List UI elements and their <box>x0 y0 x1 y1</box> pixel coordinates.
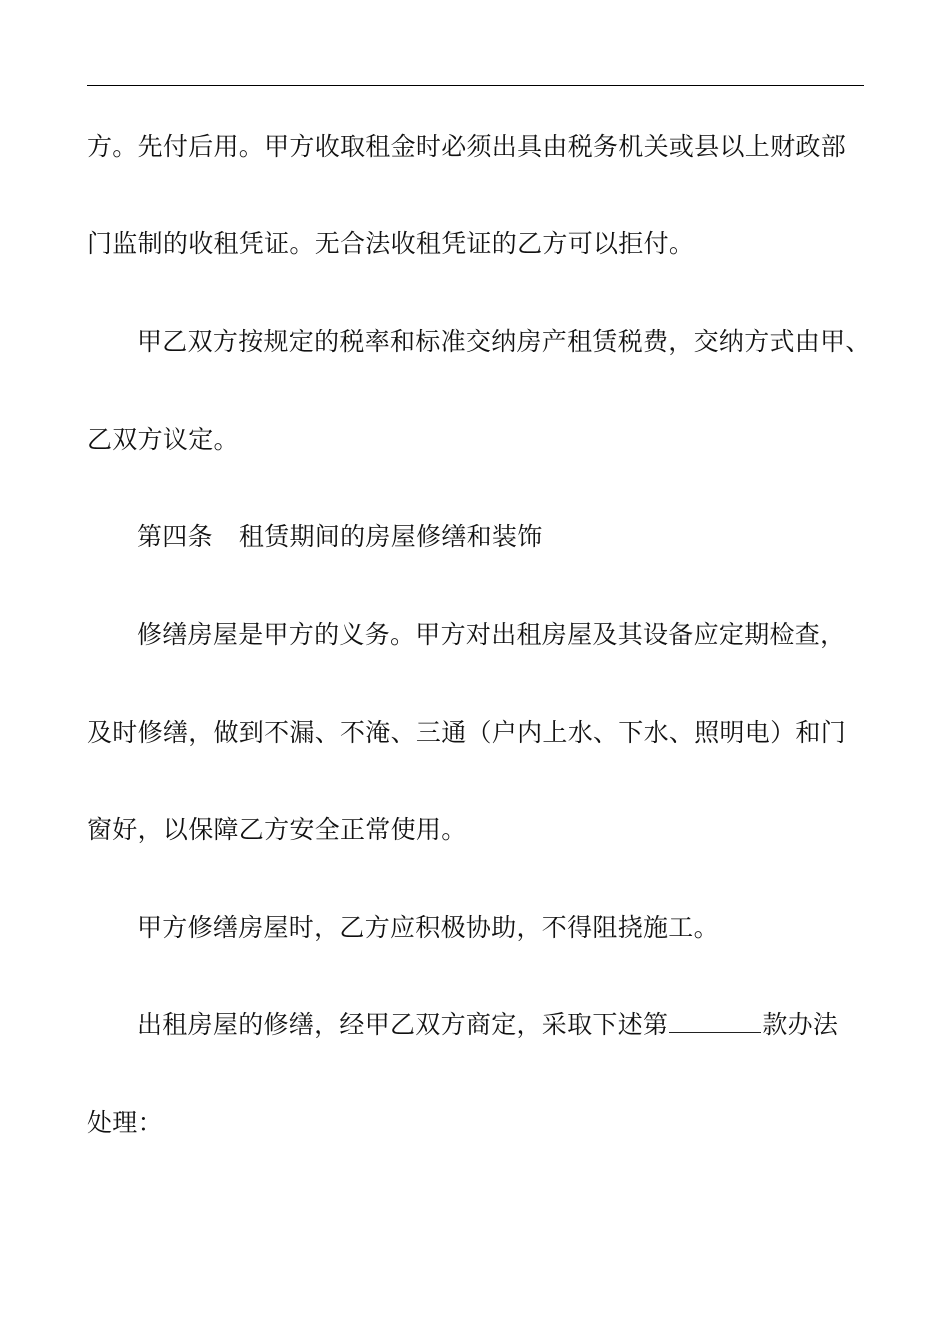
paragraph-line: 甲乙双方按规定的税率和标准交纳房产租赁税费，交纳方式由甲、 <box>137 327 871 356</box>
paragraph-line: 窗好，以保障乙方安全正常使用。 <box>87 815 467 844</box>
paragraph-line: 方。先付后用。甲方收取租金时必须出具由税务机关或县以上财政部 <box>87 132 847 161</box>
article-heading <box>137 522 937 552</box>
article-title: 租赁期间的房屋修缮和装饰 <box>238 522 543 551</box>
paragraph-line: 修缮房屋是甲方的义务。甲方对出租房屋及其设备应定期检查， <box>137 620 846 649</box>
fill-line-text-after: 款办法 <box>762 1010 839 1039</box>
header-rule <box>87 85 864 86</box>
paragraph-line: 门监制的收租凭证。无合法收租凭证的乙方可以拒付。 <box>87 229 695 258</box>
fill-line-text-before: 出租房屋的修缮，经甲乙双方商定，采取下述第 <box>137 1010 669 1039</box>
paragraph-line: 及时修缮，做到不漏、不淹、三通（户内上水、下水、照明电）和门 <box>87 718 847 747</box>
paragraph-line: 乙双方议定。 <box>87 425 239 454</box>
paragraph-line: 处理： <box>87 1108 163 1137</box>
paragraph-line: 甲方修缮房屋时，乙方应积极协助，不得阻挠施工。 <box>137 913 719 942</box>
fill-in-line <box>137 1010 937 1040</box>
fill-blank[interactable] <box>669 1010 761 1033</box>
article-number: 第四条 <box>137 522 213 551</box>
